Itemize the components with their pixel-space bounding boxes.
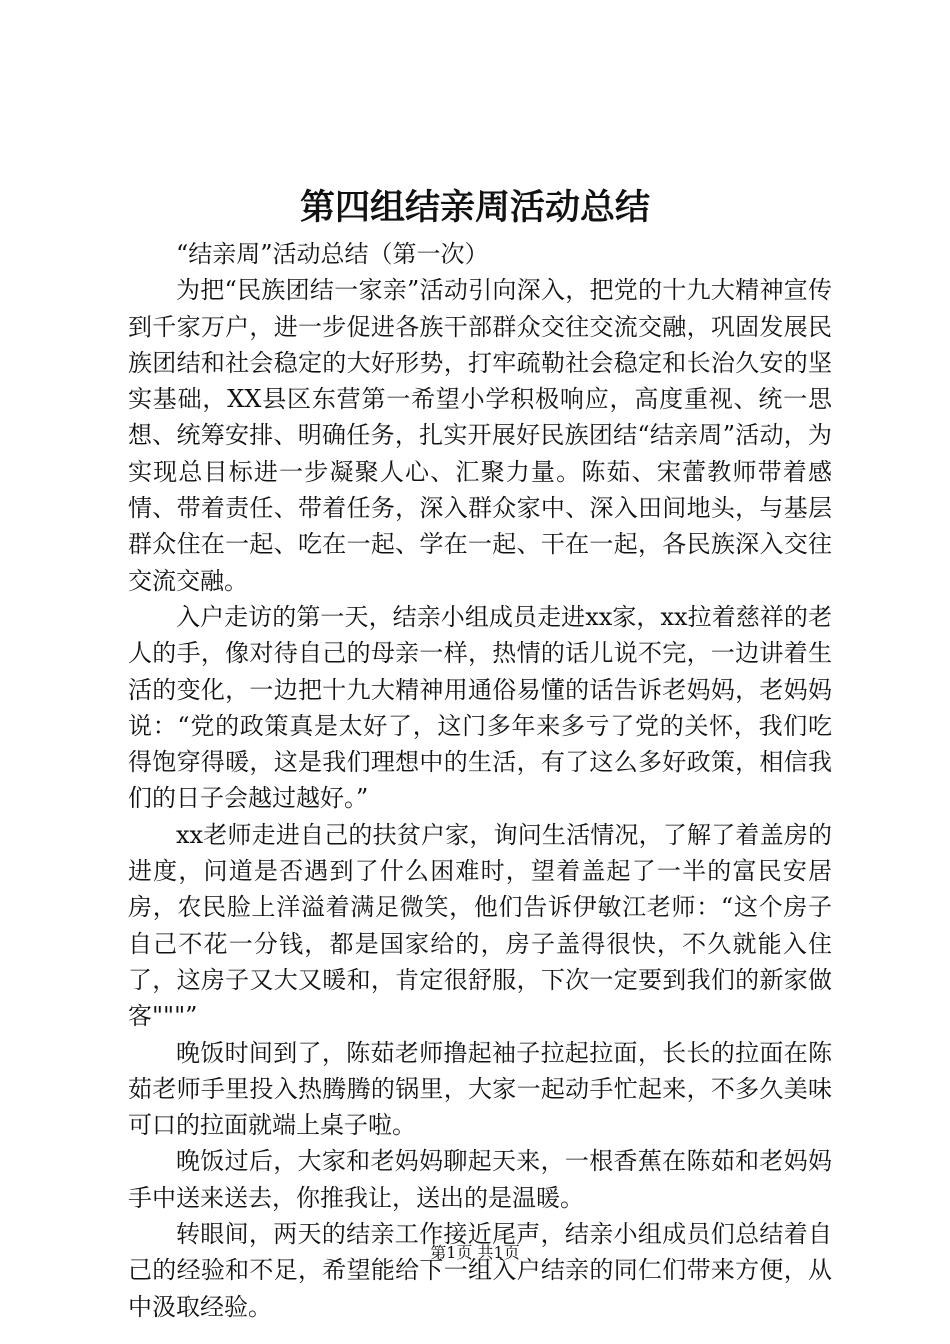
document-title: 第四组结亲周活动总结 [299, 187, 650, 228]
page-footer: 第1页 共1页 [430, 1243, 520, 1262]
body-paragraph: 入户走访的第一天，结亲小组成员走进xx家，xx拉着慈祥的老人的手，像对待自己的母亲一样，热情的话儿说不完，一边讲着生活的变化，一边把十九大精神用通俗易懂的话告诉老妈妈，老妈妈说：“党的政策真是太好了，这门多年来多亏了党的关怀，我们吃得饱穿得暖，这是我们理想中的生活，有了这么多好政策，相信我们的日子会越过越好。” [128, 602, 832, 813]
body-paragraph: 转眼间，两天的结亲工作接近尾声，结亲小组成员们总结着自己的经验和不足，希望能给下一组入户结亲的同仁们带来方便，从中汲取经验。 [128, 1220, 832, 1321]
body-paragraph: 晚饭过后，大家和老妈妈聊起天来，一根香蕉在陈茹和老妈妈手中送来送去，你推我让，送出的是温暖。 [128, 1147, 832, 1212]
document-body [128, 236, 832, 1325]
subtitle-paragraph: “结亲周”活动总结（第一次） [176, 240, 489, 268]
body-paragraph: 为把“民族团结一家亲”活动引向深入，把党的十九大精神宣传到千家万户，进一步促进各族干部群众交往交流交融，巩固发展民族团结和社会稳定的大好形势，打牢疏勒社会稳定和长治久安的坚实基础，XX县区东营第一希望小学积极响应，高度重视、统一思想、统筹安排、明确任务，扎实开展好民族团结“结亲周”活动，为实现总目标进一步凝聚人心、汇聚力量。陈茹、宋蕾教师带着感情、带着责任、带着任务，深入群众家中、深入田间地头，与基层群众住在一起、吃在一起、学在一起、干在一起，各民族深入交往交流交融。 [128, 276, 832, 595]
body-paragraph: xx老师走进自己的扶贫户家，询问生活情况，了解了着盖房的进度，问道是否遇到了什么困难时，望着盖起了一半的富民安居房，农民脸上洋溢着满足微笑，他们告诉伊敏江老师：“这个房子自己不花一分钱，都是国家给的，房子盖得很快，不久就能入住了，这房子又大又暖和，肯定很舒服，下次一定要到我们的新家做客"""” [128, 820, 832, 1031]
body-paragraph: 晚饭时间到了，陈茹老师撸起袖子拉起拉面，长长的拉面在陈茹老师手里投入热腾腾的锅里，大家一起动手忙起来，不多久美味可口的拉面就端上桌子啦。 [128, 1038, 832, 1140]
